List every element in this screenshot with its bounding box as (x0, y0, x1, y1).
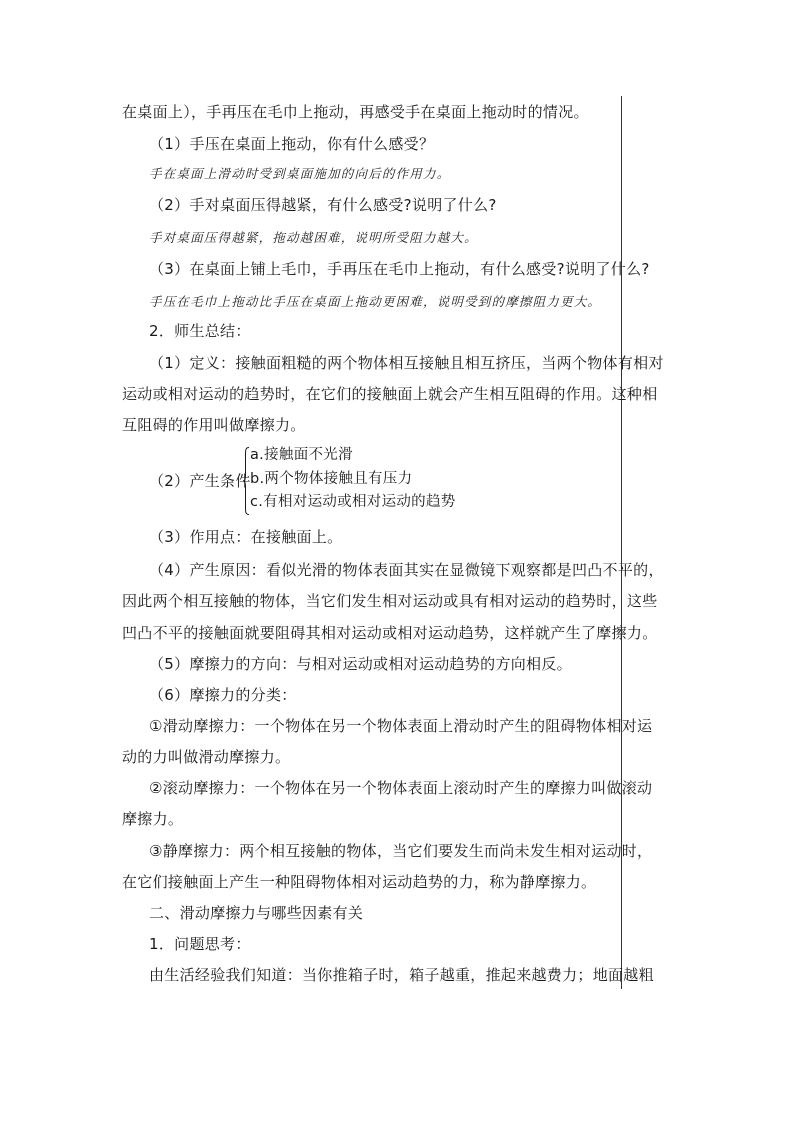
text-line: ③静摩擦力：两个相互接触的物体，当它们要发生而尚未发生相对运动时， (149, 842, 653, 860)
conditions-label: （2）产生条件 (149, 472, 251, 490)
answer-3: 手压在毛巾上拖动比手压在桌面上拖动更困难，说明受到的摩擦阻力更大。 (149, 294, 602, 309)
text-line: 由生活经验我们知道：当你推箱子时，箱子越重，推起来越费力；地面越粗 (149, 966, 654, 984)
condition-c: c.有相对运动或相对运动的趋势 (250, 494, 456, 510)
section-heading: 2．师生总结： (149, 322, 251, 340)
left-brace-icon (243, 447, 249, 515)
text-line: 在桌面上），手再压在毛巾上拖动，再感受手在桌面上拖动时的情况。 (122, 103, 589, 121)
section-heading: 二、滑动摩擦力与哪些因素有关 (149, 904, 364, 922)
answer-2: 手对桌面压得越紧，拖动越困难，说明所受阻力越大。 (149, 230, 478, 245)
condition-b: b.两个物体接触且有压力 (250, 471, 413, 487)
text-line: （5）摩擦力的方向：与相对运动或相对运动趋势的方向相反。 (149, 655, 572, 673)
text-line: 在它们接触面上产生一种阻碍物体相对运动趋势的力，称为静摩擦力。 (122, 873, 597, 891)
question-3: （3）在桌面上铺上毛巾，手再压在毛巾上拖动，有什么感受?说明了什么? (149, 260, 650, 278)
subsection-heading: 1．问题思考： (149, 935, 251, 953)
text-line: ①滑动摩擦力：一个物体在另一个物体表面上滑动时产生的阻碍物体相对运 (149, 717, 653, 735)
question-1: （1）手压在桌面上拖动，你有什么感受？ (149, 135, 435, 153)
text-line: 互阻碍的作用叫做摩擦力。 (122, 416, 306, 434)
answer-1: 手在桌面上滑动时受到桌面施加的向后的作用力。 (149, 166, 451, 181)
text-line: 动的力叫做滑动摩擦力。 (122, 748, 291, 766)
text-line: 摩擦力。 (122, 810, 184, 828)
question-2: （2）手对桌面压得越紧，有什么感受?说明了什么? (149, 196, 497, 214)
text-line: 运动或相对运动的趋势时，在它们的接触面上就会产生相互阻碍的作用。这种相 (122, 385, 658, 403)
text-line: 凹凸不平的接触面就要阻碍其相对运动或相对运动趋势，这样就产生了摩擦力。 (122, 624, 658, 642)
text-line: （6）摩擦力的分类： (149, 686, 297, 704)
condition-a: a.接触面不光滑 (250, 447, 353, 463)
text-line: ②滚动摩擦力：一个物体在另一个物体表面上滚动时产生的摩擦力叫做滚动 (149, 779, 653, 797)
text-line: （1）定义：接触面粗糙的两个物体相互接触且相互挤压，当两个物体有相对 (149, 354, 664, 372)
text-line: 因此两个相互接触的物体，当它们发生相对运动或具有相对运动的趋势时，这些 (122, 592, 658, 610)
text-line: （3）作用点：在接触面上。 (149, 528, 343, 546)
text-line: （4）产生原因：看似光滑的物体表面其实在显微镜下观察都是凹凸不平的， (149, 561, 664, 579)
